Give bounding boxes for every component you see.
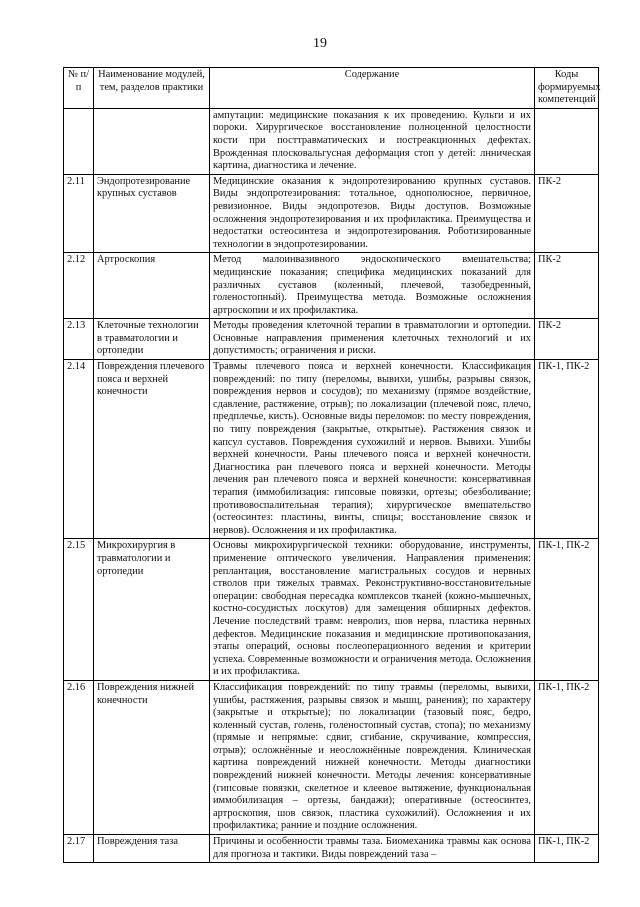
table-row bbox=[64, 253, 599, 319]
row-content: Метод малоинвазивного эндоскопического вмешательства; медицинские показания; специфика медицинских показаний для различных суставов (коленный, плечевой, тазобедренный, голеностопный). Преимущества метода. Возможные осложнения артроскопии и их профилактика. bbox=[210, 253, 535, 319]
row-codes: ПК-1, ПК-2 bbox=[535, 680, 599, 834]
page-number: 19 bbox=[313, 36, 327, 51]
row-content: Основы микрохирургической техники: оборудование, инструменты, применение оптического увеличения. Направления применения: реплантация, восстановление магистральных сосудов и нервных стволов при тяжелых травмах. Реконструктивно-восстановительные операции: свободная пересадка комплексов тканей (кожно-мышечных, костно-сосудистых лоскутов) для замещения обширных дефектов. Лечение последствий травм: невролиз, шов нерва, пластика нервных дефектов. Медицинские показания и медицинские противопоказания, этапы операций, основы послеоперационного ведения и критерии успеха. Современные возможности и ограничения метода. Осложнения и их профилактика. bbox=[210, 539, 535, 681]
table-row bbox=[64, 174, 599, 253]
row-content: ампутации: медицинские показания к их проведению. Культи и их пороки. Хирургическое восстановление полноценной целостности кости при посттравматических и постреакционных дефектах. Врожденная плосковальгусная деформация стоп у детей: лнническая картина, диагностика и лечение. bbox=[210, 108, 535, 174]
row-name: Повреждения нижней конечности bbox=[94, 680, 210, 834]
row-codes: ПК-2 bbox=[535, 174, 599, 253]
row-content: Методы проведения клеточной терапии в травматологии и ортопедии. Основные направления применения клеточных технологий и их допустимость; ограничения и риски. bbox=[210, 319, 535, 360]
row-codes: ПК-1, ПК-2 bbox=[535, 835, 599, 863]
row-codes: ПК-2 bbox=[535, 253, 599, 319]
row-name: Артроскопия bbox=[94, 253, 210, 319]
table-row bbox=[64, 360, 599, 539]
row-num: 2.17 bbox=[64, 835, 94, 863]
row-codes: ПК-1, ПК-2 bbox=[535, 360, 599, 539]
table-row bbox=[64, 319, 599, 360]
header-name: Наименование модулей, тем, разделов практики bbox=[94, 68, 210, 109]
row-num: 2.15 bbox=[64, 539, 94, 681]
row-name: Повреждения таза bbox=[94, 835, 210, 863]
row-codes: ПК-1, ПК-2 bbox=[535, 539, 599, 681]
header-num: № п/п bbox=[64, 68, 94, 109]
row-name: Микрохирургия в травматологии и ортопедии bbox=[94, 539, 210, 681]
table-row bbox=[64, 680, 599, 834]
row-num: 2.11 bbox=[64, 174, 94, 253]
row-codes bbox=[535, 108, 599, 174]
curriculum-table bbox=[63, 67, 599, 863]
row-codes: ПК-2 bbox=[535, 319, 599, 360]
row-name bbox=[94, 108, 210, 174]
table-row bbox=[64, 108, 599, 174]
table-row bbox=[64, 835, 599, 863]
table-header-row bbox=[64, 68, 599, 109]
row-num: 2.13 bbox=[64, 319, 94, 360]
row-content: Классификация повреждений: по типу травмы (переломы, вывихи, ушибы, растяжения, разрывы связок и мышц, ранения); по характеру (закрытые и открытые); по локализации (тазовый пояс, бедро, коленный сустав, голень, голеностопный сустав, стопа); по механизму (прямые и непрямые: сдвиг, сгибание, скручивание, компрессия, отрыв); осложнённые и неосложнённые повреждения. Клиническая картина повреждений нижней конечности. Методы диагностики повреждений нижней конечности. Методы лечения: консервативные (гипсовые повязки, скелетное и клеевое вытяжение, функциональная иммобилизация – ортезы, бандажи); оперативные (остеосинтез, артроскопия, шов связок, пластика сухожилий). Осложнения и их профилактика; ранние и поздние осложнения. bbox=[210, 680, 535, 834]
row-num: 2.16 bbox=[64, 680, 94, 834]
row-num bbox=[64, 108, 94, 174]
header-content: Содержание bbox=[210, 68, 535, 109]
row-name: Клеточные технологии в травматологии и ортопедии bbox=[94, 319, 210, 360]
table-body bbox=[64, 108, 599, 862]
row-content: Причины и особенности травмы таза. Биомеханика травмы как основа для прогноза и тактики. Виды повреждений таза – bbox=[210, 835, 535, 863]
row-name: Эндопротезирование крупных суставов bbox=[94, 174, 210, 253]
table-row bbox=[64, 539, 599, 681]
row-content: Медицинские оказания к эндопротезированию крупных суставов. Виды эндопротезирования: тотальное, однополюсное, первичное, ревизионное. Виды эндопротезов. Виды доступов. Возможные осложнения эндопротезирования и их профилактика. Преимущества и недостатки остеосинтеза и эндопротезирования. Роботизированные технологии в эндопротезировании. bbox=[210, 174, 535, 253]
header-codes: Коды формируемых компетенций bbox=[535, 68, 599, 109]
row-content: Травмы плечевого пояса и верхней конечности. Классификация повреждений: по типу (переломы, вывихи, ушибы, разрывы связок, повреждения нервов и сосудов); по механизму (прямое воздействие, сдавление, растяжение, отрыв); по локализации (плечевой пояс, плечо, предплечье, кисть). Основные виды переломов: по месту повреждения, по типу повреждения (закрытые, открытые). Растяжения связок и капсул суставов. Повреждения сухожилий и нервов. Вывихи. Ушибы верхней конечности. Раны плечевого пояса и верхней конечности. Диагностика ран плечевого пояса и верхней конечности. Методы лечения ран плечевого пояса и верхней конечности: консервативная терапия (иммобилизация: гипсовые повязки, ортезы; обезболивание; противовоспалительная терапия); хирургическое вмешательство (остеосинтез: пластины, винты, спицы; восстановление связок и нервов). Осложнения и их профилактика. bbox=[210, 360, 535, 539]
row-num: 2.12 bbox=[64, 253, 94, 319]
row-num: 2.14 bbox=[64, 360, 94, 539]
row-name: Повреждения плечевого пояса и верхней конечности bbox=[94, 360, 210, 539]
